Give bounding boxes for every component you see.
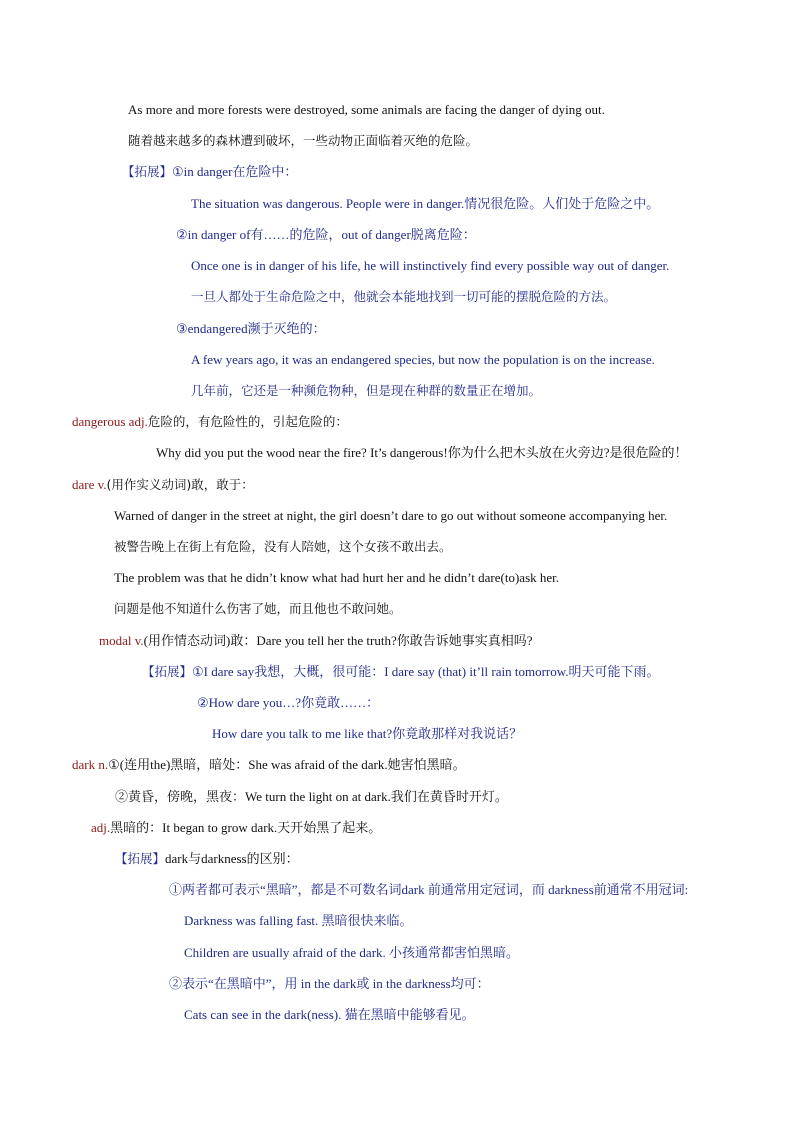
translation: 问题是他不知道什么伤害了她，而且他也不敢问她。 <box>114 601 402 616</box>
entry-headword: adj. <box>91 820 111 835</box>
example-sentence: Why did you put the wood near the fire? It’s dangerous!你为什么把木头放在火旁边?是很危险的！ <box>156 445 688 460</box>
translation: 被警告晚上在街上有危险，没有人陪她，这个女孩不敢出去。 <box>114 539 452 554</box>
extension-text: ①in danger在危险中： <box>172 164 298 179</box>
entry-dark-adj <box>91 819 381 837</box>
example-sentence: Once one is in danger of his life, he will instinctively find every possible way out of danger. <box>191 258 670 273</box>
example-sentence: As more and more forests were destroyed, some animals are facing the danger of dying out. <box>128 102 605 117</box>
example-sentence: The problem was that he didn’t know what had hurt her and he didn’t dare(to)ask her. <box>114 570 560 585</box>
sub-point: ①两者都可表示“黑暗”，都是不可数名词dark 前通常用定冠词，而 darkness前通常不用冠词: <box>169 882 689 897</box>
example-sentence: Warned of danger in the street at night, the girl doesn’t dare to go out without someone accompanying her. <box>114 508 668 523</box>
extension-note <box>142 663 660 681</box>
entry-definition: 危险的，有危险性的，引起危险的： <box>147 414 348 429</box>
translation: 随着越来越多的森林遭到破坏，一些动物正面临着灭绝的危险。 <box>128 133 479 148</box>
sub-point: ②in danger of有……的危险，out of danger脱离危险： <box>176 227 476 242</box>
extension-note <box>122 163 297 181</box>
extension-text: ①I dare say我想，大概，很可能：I dare say (that) it’ll rain tomorrow.明天可能下雨。 <box>192 664 660 679</box>
entry-dare-modal <box>99 632 533 650</box>
example-sentence: Children are usually afraid of the dark. 小孩通常都害怕黑暗。 <box>184 945 520 960</box>
sub-point: ②黄昏，傍晚，黑夜：We turn the light on at dark.我们在黄昏时开灯。 <box>115 789 508 804</box>
example-sentence: The situation was dangerous. People were in danger.情况很危险。人们处于危险之中。 <box>191 196 660 211</box>
translation: 几年前，它还是一种濒危物种，但是现在种群的数量正在增加。 <box>191 383 542 398</box>
example-sentence: Darkness was falling fast. 黑暗很快来临。 <box>184 913 413 928</box>
entry-definition: ①(连用the)黑暗，暗处：She was afraid of the dark.她害怕黑暗。 <box>108 757 466 772</box>
extension-tag: 【拓展】 <box>115 851 166 866</box>
extension-text: dark与darkness的区别： <box>165 851 299 866</box>
entry-headword: dare v. <box>72 477 107 492</box>
entry-dare <box>72 476 254 494</box>
entry-dangerous <box>72 413 348 431</box>
entry-headword: dark n. <box>72 757 109 772</box>
entry-definition: (用作情态动词)敢：Dare you tell her the truth?你敢告诉她事实真相吗? <box>143 633 533 648</box>
example-sentence: A few years ago, it was an endangered species, but now the population is on the increase. <box>191 352 655 367</box>
entry-headword: modal v. <box>99 633 144 648</box>
example-sentence: Cats can see in the dark(ness). 猫在黑暗中能够看见。 <box>184 1007 475 1022</box>
extension-tag: 【拓展】 <box>142 664 193 679</box>
sub-point: ②How dare you…?你竟敢……： <box>197 695 380 710</box>
sub-point: ③endangered濒于灭绝的： <box>176 321 326 336</box>
example-sentence: How dare you talk to me like that?你竟敢那样对我说话？ <box>212 726 523 741</box>
extension-tag: 【拓展】 <box>122 164 173 179</box>
entry-headword: dangerous adj. <box>72 414 148 429</box>
extension-note <box>115 850 299 868</box>
entry-definition: (用作实义动词)敢，敢于： <box>106 477 254 492</box>
translation: 一旦人都处于生命危险之中，他就会本能地找到一切可能的摆脱危险的方法。 <box>191 289 617 304</box>
entry-dark <box>72 756 466 774</box>
sub-point: ②表示“在黑暗中”，用 in the dark或 in the darkness均可： <box>169 976 490 991</box>
entry-definition: 黑暗的：It began to grow dark.天开始黑了起来。 <box>110 820 382 835</box>
